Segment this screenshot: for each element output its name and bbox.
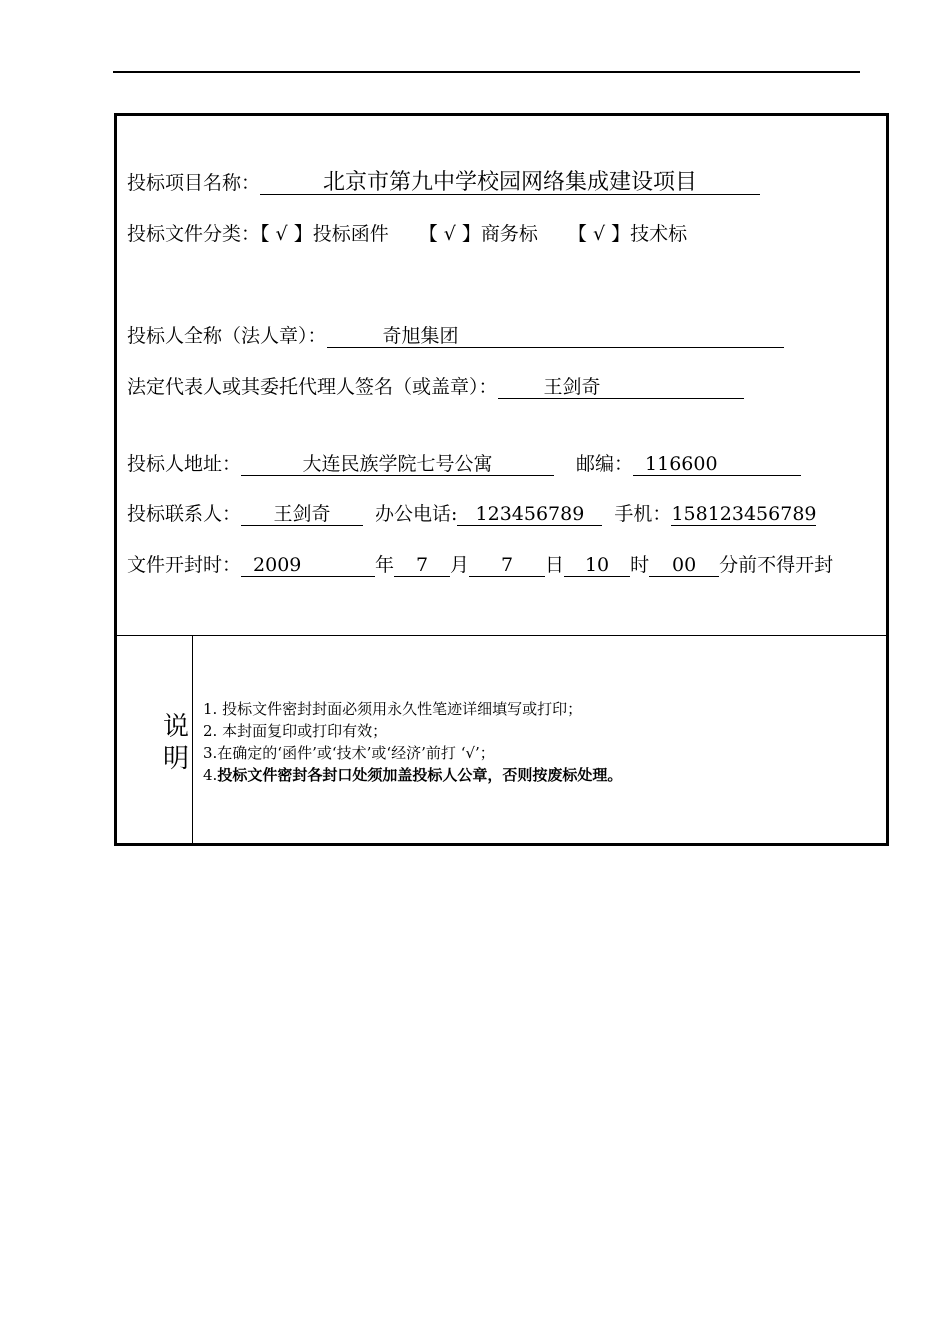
note-item-3: 3.在确定的‘函件’或‘技术’或‘经济’前打 ‘√’； — [203, 744, 495, 762]
note-item-4-number: 4. — [203, 766, 218, 784]
header-rule — [113, 71, 860, 73]
year-field — [241, 554, 375, 577]
bidder-field — [327, 325, 784, 348]
notes-list — [203, 698, 622, 786]
cover-form — [114, 113, 889, 846]
notes-section — [117, 635, 886, 844]
phone-label: 办公电话: — [375, 503, 458, 525]
postcode-label: 邮编： — [576, 453, 634, 475]
bidder-value: 奇旭集团 — [382, 325, 459, 347]
day-field: 7 — [469, 554, 545, 577]
project-label: 投标项目名称： — [127, 172, 261, 194]
contact-row — [127, 502, 816, 526]
phone-field: 123456789 — [457, 503, 602, 526]
notes-side-cell — [117, 636, 193, 844]
postcode-value: 116600 — [645, 453, 718, 475]
note-item-4-text: 投标文件密封各封口处须加盖投标人公章，否则按废标处理。 — [217, 766, 623, 784]
class-name-letter: 投标函件 — [312, 223, 389, 245]
project-row — [127, 171, 760, 195]
month-field: 7 — [394, 554, 450, 577]
postcode-field — [633, 453, 801, 476]
contact-label: 投标联系人： — [127, 503, 242, 525]
address-label: 投标人地址： — [127, 453, 242, 475]
notes-heading-char-2: 明 — [163, 744, 190, 774]
class-mark-technical: 【 √ 】 — [567, 223, 631, 245]
project-name-field: 北京市第九中学校园网络集成建设项目 — [260, 172, 760, 195]
notes-heading-char-1: 说 — [163, 712, 190, 742]
representative-label: 法定代表人或其委托代理人签名（或盖章）： — [127, 376, 498, 398]
note-item-1: 1. 投标文件密封封面必须用永久性笔迹详细填写或打印； — [203, 700, 583, 718]
class-mark-business: 【 √ 】 — [418, 223, 481, 245]
class-mark-letter: 【 √ 】 — [260, 223, 313, 245]
mobile-field: 158123456789 — [671, 503, 817, 525]
year-value: 2009 — [253, 554, 302, 576]
address-field: 大连民族学院七号公寓 — [241, 453, 554, 476]
classification-row — [127, 222, 687, 246]
month-unit: 月 — [450, 554, 470, 576]
classification-label: 投标文件分类： — [127, 223, 261, 245]
year-unit: 年 — [375, 554, 395, 576]
bidder-label: 投标人全称（法人章）： — [127, 325, 327, 347]
notes-heading — [163, 711, 193, 775]
opening-row — [127, 553, 833, 577]
note-item-2: 2. 本封面复印或打印有效； — [203, 722, 388, 740]
hour-field: 10 — [564, 554, 630, 577]
day-unit: 日 — [545, 554, 565, 576]
class-name-business: 商务标 — [480, 223, 538, 245]
representative-row — [127, 375, 744, 399]
minute-field: 00 — [649, 554, 719, 577]
contact-field: 王剑奇 — [241, 503, 363, 526]
class-name-technical: 技术标 — [630, 223, 688, 245]
opening-suffix: 分前不得开封 — [719, 554, 834, 576]
opening-label: 文件开封时： — [127, 554, 242, 576]
note-item-4 — [203, 764, 622, 786]
bidder-row — [127, 324, 784, 348]
representative-field — [498, 376, 744, 399]
hour-unit: 时 — [630, 554, 650, 576]
mobile-label: 手机： — [614, 503, 672, 525]
representative-value: 王剑奇 — [543, 376, 601, 398]
address-row — [127, 452, 801, 476]
